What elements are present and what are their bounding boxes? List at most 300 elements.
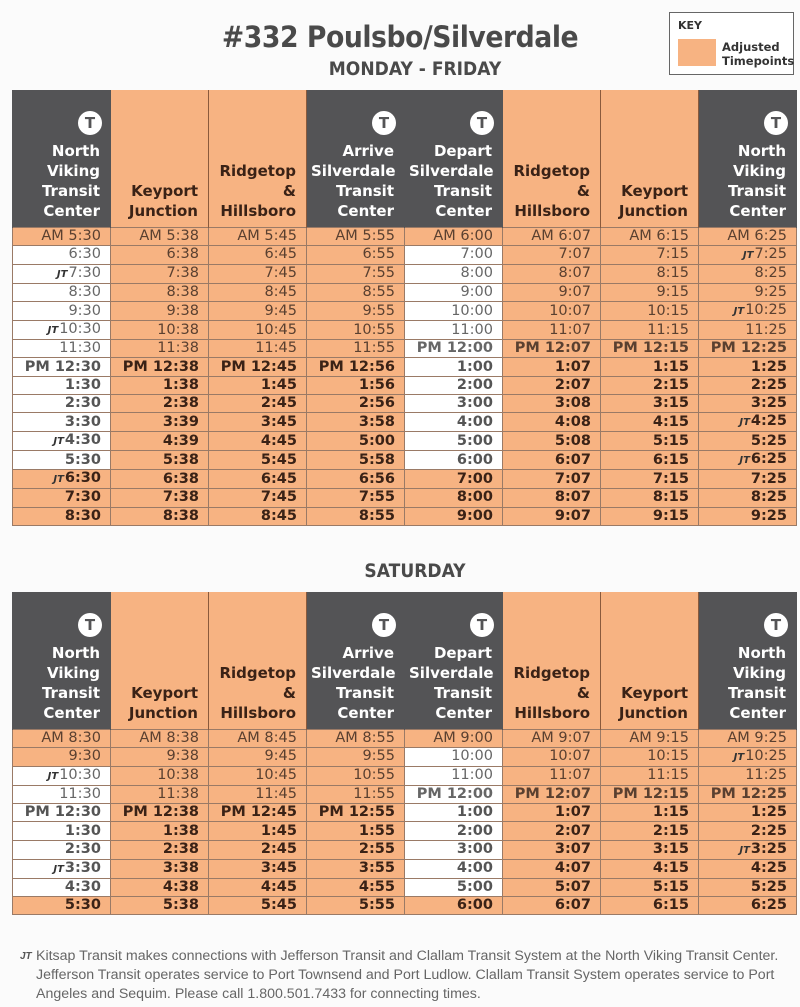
time-value: 5:00: [456, 878, 493, 895]
time-value: 1:30: [64, 822, 101, 839]
time-value: 2:56: [358, 395, 395, 412]
table-row: [13, 302, 797, 321]
table-row: [13, 245, 797, 264]
time-cell: [699, 245, 797, 264]
time-cell: [209, 321, 307, 340]
column-header-line: Arrive: [342, 141, 394, 160]
time-cell: [405, 766, 503, 785]
time-cell: [405, 321, 503, 340]
table-row: [13, 358, 797, 376]
time-cell: [601, 729, 699, 747]
jt-connection-marker: JT: [739, 844, 750, 856]
time-cell: [111, 432, 209, 451]
time-value: PM 12:07: [514, 340, 591, 357]
time-value: 4:07: [554, 860, 591, 877]
time-value: PM 12:38: [122, 358, 199, 375]
time-cell: [307, 822, 405, 840]
time-value: AM 5:45: [237, 227, 297, 244]
time-value: 4:25: [750, 413, 787, 430]
column-header-line: Ridgetop: [219, 161, 296, 180]
time-cell: [601, 747, 699, 766]
time-value: 8:38: [162, 507, 199, 524]
time-value: 1:00: [456, 804, 493, 821]
time-value: 11:07: [549, 321, 591, 338]
jt-connection-marker: JT: [47, 770, 59, 782]
time-value: 2:38: [162, 841, 199, 858]
time-cell: [209, 489, 307, 507]
adjusted-timepoint-swatch: [678, 39, 716, 66]
time-value: 9:30: [68, 302, 101, 319]
time-cell: [405, 859, 503, 878]
time-cell: [13, 283, 111, 301]
time-cell: [503, 321, 601, 340]
time-value: 2:15: [652, 376, 689, 393]
time-cell: [601, 507, 699, 525]
column-header-line: Transit: [727, 683, 786, 702]
time-value: 7:15: [656, 246, 689, 263]
time-value: 11:45: [255, 785, 297, 802]
column-header-line: Silverdale: [409, 161, 494, 180]
time-value: 10:55: [353, 321, 395, 338]
time-cell: [111, 878, 209, 896]
time-cell: [405, 878, 503, 896]
table-row: [13, 840, 797, 859]
time-value: 4:38: [162, 878, 199, 895]
time-value: AM 6:00: [433, 227, 493, 244]
time-cell: [111, 822, 209, 840]
time-value: 9:45: [264, 302, 297, 319]
time-value: 11:38: [157, 340, 199, 357]
time-value: 9:30: [68, 748, 101, 765]
time-cell: [405, 227, 503, 245]
time-value: 4:45: [260, 878, 297, 895]
time-value: PM 12:25: [710, 785, 787, 802]
time-cell: [601, 283, 699, 301]
column-header-line: Keyport: [131, 181, 198, 200]
time-value: AM 6:15: [629, 227, 689, 244]
time-cell: [209, 451, 307, 470]
time-value: 3:00: [456, 841, 493, 858]
time-cell: [13, 245, 111, 264]
time-value: 5:55: [358, 897, 395, 914]
saturday-schedule-table: [12, 592, 797, 915]
time-cell: [601, 878, 699, 896]
transit-center-icon: T: [764, 111, 788, 135]
time-cell: [699, 470, 797, 489]
column-header-line: Transit: [335, 683, 394, 702]
key-description: Adjusted Timepoints: [722, 40, 795, 68]
time-value: 3:39: [162, 413, 199, 430]
time-value: 9:15: [656, 283, 689, 300]
time-cell: [209, 507, 307, 525]
time-cell: [111, 785, 209, 803]
time-value: 3:15: [652, 395, 689, 412]
time-value: 7:25: [750, 470, 787, 487]
time-value: 9:25: [750, 507, 787, 524]
time-cell: [699, 340, 797, 358]
time-cell: [699, 283, 797, 301]
column-header-line: &: [576, 181, 590, 200]
column-header-line: Center: [337, 703, 394, 722]
time-value: 5:00: [456, 432, 493, 449]
time-value: PM 12:38: [122, 804, 199, 821]
time-value: 8:25: [750, 489, 787, 506]
time-cell: [405, 302, 503, 321]
time-value: 4:00: [456, 860, 493, 877]
time-cell: [209, 227, 307, 245]
time-value: 8:00: [456, 489, 493, 506]
time-value: 6:15: [652, 897, 689, 914]
jt-connection-marker: JT: [53, 436, 64, 448]
time-cell: [699, 747, 797, 766]
time-cell: [307, 394, 405, 412]
column-header-line: Transit: [335, 181, 394, 200]
column-header: [111, 90, 209, 227]
time-cell: [13, 804, 111, 822]
time-cell: [307, 840, 405, 859]
time-cell: [209, 766, 307, 785]
header-row: [13, 592, 797, 729]
time-value: 11:38: [157, 785, 199, 802]
header-row: [13, 90, 797, 227]
time-cell: [503, 785, 601, 803]
transit-center-icon: T: [372, 111, 396, 135]
time-cell: [601, 451, 699, 470]
time-cell: [307, 489, 405, 507]
jt-connection-marker: JT: [47, 325, 59, 337]
time-cell: [307, 804, 405, 822]
time-cell: [503, 804, 601, 822]
time-value: 3:45: [260, 860, 297, 877]
column-header: [503, 90, 601, 227]
table-row: [13, 432, 797, 451]
time-value: 2:07: [554, 822, 591, 839]
time-cell: [307, 747, 405, 766]
time-value: PM 12:30: [24, 804, 101, 821]
time-value: 9:15: [652, 507, 689, 524]
time-value: 5:45: [260, 451, 297, 468]
time-value: 10:25: [745, 747, 787, 764]
transit-center-icon: T: [764, 613, 788, 637]
time-cell: [405, 451, 503, 470]
time-value: 5:00: [358, 432, 395, 449]
time-cell: [601, 804, 699, 822]
time-value: 5:58: [358, 451, 395, 468]
column-header: [13, 592, 111, 729]
transit-center-icon: T: [470, 613, 494, 637]
time-cell: [307, 340, 405, 358]
time-cell: [601, 413, 699, 432]
time-cell: [209, 822, 307, 840]
time-value: 9:38: [166, 748, 199, 765]
weekday-schedule-table: [12, 90, 797, 526]
time-value: 4:15: [652, 413, 689, 430]
time-value: 10:00: [451, 302, 493, 319]
time-value: 2:45: [260, 395, 297, 412]
time-cell: [699, 507, 797, 525]
time-value: AM 8:45: [237, 729, 297, 746]
time-value: 4:30: [64, 432, 101, 449]
column-header: [699, 592, 797, 729]
time-value: 9:00: [456, 507, 493, 524]
table-row: [13, 394, 797, 412]
time-value: 2:07: [554, 376, 591, 393]
time-value: 2:38: [162, 395, 199, 412]
time-cell: [111, 859, 209, 878]
time-value: 8:15: [656, 265, 689, 282]
time-cell: [699, 321, 797, 340]
time-cell: [111, 470, 209, 489]
time-cell: [405, 358, 503, 376]
time-cell: [699, 376, 797, 394]
time-cell: [111, 376, 209, 394]
footnote: [20, 947, 795, 1004]
time-value: 4:15: [652, 860, 689, 877]
time-value: PM 12:45: [220, 804, 297, 821]
time-cell: [13, 507, 111, 525]
time-value: 6:55: [362, 246, 395, 263]
column-header: [111, 592, 209, 729]
column-header-line: Center: [729, 201, 786, 220]
column-header-line: Viking: [732, 663, 786, 682]
time-value: 10:55: [353, 767, 395, 784]
table-row: [13, 470, 797, 489]
time-cell: [601, 264, 699, 283]
time-cell: [209, 804, 307, 822]
time-cell: [601, 859, 699, 878]
time-cell: [601, 822, 699, 840]
jt-connection-marker: JT: [739, 455, 750, 467]
time-cell: [503, 376, 601, 394]
time-cell: [503, 413, 601, 432]
time-cell: [699, 729, 797, 747]
time-value: 5:15: [652, 878, 689, 895]
time-cell: [13, 489, 111, 507]
column-header-line: Center: [729, 703, 786, 722]
time-value: 8:45: [260, 507, 297, 524]
time-value: 10:07: [549, 302, 591, 319]
time-value: 5:25: [750, 432, 787, 449]
time-cell: [503, 766, 601, 785]
time-value: 4:25: [750, 860, 787, 877]
time-cell: [601, 358, 699, 376]
time-cell: [503, 859, 601, 878]
time-value: 7:00: [456, 470, 493, 487]
time-cell: [699, 896, 797, 914]
column-header-line: North: [51, 141, 100, 160]
time-cell: [405, 785, 503, 803]
column-header-line: Center: [43, 201, 100, 220]
table-row: [13, 859, 797, 878]
time-value: PM 12:30: [24, 358, 101, 375]
time-cell: [503, 840, 601, 859]
time-cell: [601, 340, 699, 358]
time-cell: [13, 227, 111, 245]
time-value: 7:30: [68, 264, 101, 281]
column-header: [601, 90, 699, 227]
table-row: [13, 283, 797, 301]
column-header: [503, 592, 601, 729]
table-row: [13, 489, 797, 507]
time-value: 7:38: [166, 265, 199, 282]
time-value: 6:38: [162, 470, 199, 487]
time-value: 8:30: [64, 507, 101, 524]
time-cell: [209, 264, 307, 283]
time-value: 8:07: [554, 489, 591, 506]
time-cell: [111, 489, 209, 507]
time-cell: [699, 878, 797, 896]
time-cell: [601, 489, 699, 507]
time-value: 9:45: [264, 748, 297, 765]
column-header: [307, 90, 405, 227]
time-cell: [13, 340, 111, 358]
time-value: AM 8:38: [139, 729, 199, 746]
time-value: 8:00: [460, 265, 493, 282]
time-cell: [503, 264, 601, 283]
time-value: 1:00: [456, 358, 493, 375]
time-cell: [307, 766, 405, 785]
time-cell: [405, 432, 503, 451]
time-cell: [405, 283, 503, 301]
column-header-line: North: [737, 643, 786, 662]
footnote-text: Kitsap Transit makes connections with Jefferson Transit and Clallam Transit System at the North Viking Transit Center. Jefferson Transit operates service to Port Townsend and Port Ludlow. Clallam Transit System operates service to Port Angeles and Sequim. Please call 1.800.501.7433 for connecting times.: [36, 948, 779, 1002]
time-cell: [111, 321, 209, 340]
time-cell: [601, 840, 699, 859]
time-cell: [307, 413, 405, 432]
time-cell: [111, 896, 209, 914]
time-value: PM 12:45: [220, 358, 297, 375]
time-cell: [503, 432, 601, 451]
time-cell: [307, 302, 405, 321]
time-cell: [209, 896, 307, 914]
time-value: 11:55: [353, 785, 395, 802]
time-cell: [405, 264, 503, 283]
time-value: 8:38: [166, 283, 199, 300]
time-cell: [503, 302, 601, 321]
time-value: 6:00: [456, 897, 493, 914]
table-row: [13, 413, 797, 432]
time-value: PM 12:56: [318, 358, 395, 375]
time-cell: [601, 766, 699, 785]
time-value: 6:30: [64, 470, 101, 487]
column-header-line: North: [737, 141, 786, 160]
time-cell: [503, 747, 601, 766]
time-value: 6:00: [456, 451, 493, 468]
column-header-line: Hillsboro: [220, 201, 296, 220]
time-value: 1:55: [358, 822, 395, 839]
time-cell: [503, 489, 601, 507]
column-header-line: Transit: [41, 683, 100, 702]
time-cell: [209, 859, 307, 878]
time-value: 6:56: [358, 470, 395, 487]
column-header: [405, 592, 503, 729]
time-value: AM 9:07: [531, 729, 591, 746]
time-value: 2:55: [358, 841, 395, 858]
weekday-heading: MONDAY - FRIDAY: [328, 58, 502, 80]
time-cell: [405, 729, 503, 747]
time-cell: [307, 470, 405, 489]
time-value: 8:07: [558, 265, 591, 282]
time-cell: [699, 451, 797, 470]
time-cell: [699, 785, 797, 803]
time-value: 5:08: [554, 432, 591, 449]
time-cell: [503, 451, 601, 470]
time-cell: [13, 413, 111, 432]
time-value: 4:08: [554, 413, 591, 430]
time-cell: [209, 729, 307, 747]
time-value: PM 12:15: [612, 785, 689, 802]
time-cell: [209, 413, 307, 432]
time-cell: [209, 358, 307, 376]
time-cell: [405, 822, 503, 840]
column-header-line: Silverdale: [311, 161, 396, 180]
time-value: 7:25: [754, 245, 787, 262]
time-value: 1:15: [652, 804, 689, 821]
time-cell: [405, 489, 503, 507]
time-cell: [601, 470, 699, 489]
column-header-line: Depart: [433, 141, 492, 160]
time-value: 2:15: [652, 822, 689, 839]
time-cell: [503, 729, 601, 747]
time-cell: [13, 822, 111, 840]
time-value: 4:30: [64, 878, 101, 895]
time-cell: [111, 747, 209, 766]
time-value: 1:56: [358, 376, 395, 393]
time-value: 1:15: [652, 358, 689, 375]
time-cell: [699, 358, 797, 376]
time-cell: [503, 340, 601, 358]
column-header-line: Viking: [46, 663, 100, 682]
time-cell: [307, 245, 405, 264]
time-value: 3:00: [456, 395, 493, 412]
time-cell: [13, 766, 111, 785]
time-cell: [503, 245, 601, 264]
time-cell: [111, 804, 209, 822]
time-cell: [13, 432, 111, 451]
time-value: 10:15: [647, 302, 689, 319]
jt-connection-marker: JT: [53, 863, 64, 875]
time-value: 10:45: [255, 767, 297, 784]
time-cell: [13, 321, 111, 340]
time-cell: [405, 394, 503, 412]
route-title: #332 Poulsbo/Silverdale: [221, 20, 579, 54]
time-value: 8:55: [362, 283, 395, 300]
time-cell: [209, 394, 307, 412]
time-cell: [405, 376, 503, 394]
time-value: 6:45: [260, 470, 297, 487]
time-value: 10:00: [451, 748, 493, 765]
time-cell: [111, 729, 209, 747]
time-value: 9:38: [166, 302, 199, 319]
time-cell: [13, 451, 111, 470]
time-value: 4:39: [162, 432, 199, 449]
time-value: 4:00: [456, 413, 493, 430]
time-cell: [601, 785, 699, 803]
time-cell: [111, 283, 209, 301]
time-cell: [13, 302, 111, 321]
time-value: AM 9:15: [629, 729, 689, 746]
time-value: 10:07: [549, 748, 591, 765]
table-row: [13, 822, 797, 840]
time-cell: [111, 394, 209, 412]
time-cell: [13, 747, 111, 766]
time-cell: [111, 227, 209, 245]
time-value: 1:30: [64, 376, 101, 393]
time-cell: [503, 283, 601, 301]
key-label: KEY: [678, 19, 703, 32]
time-cell: [209, 747, 307, 766]
time-cell: [307, 859, 405, 878]
